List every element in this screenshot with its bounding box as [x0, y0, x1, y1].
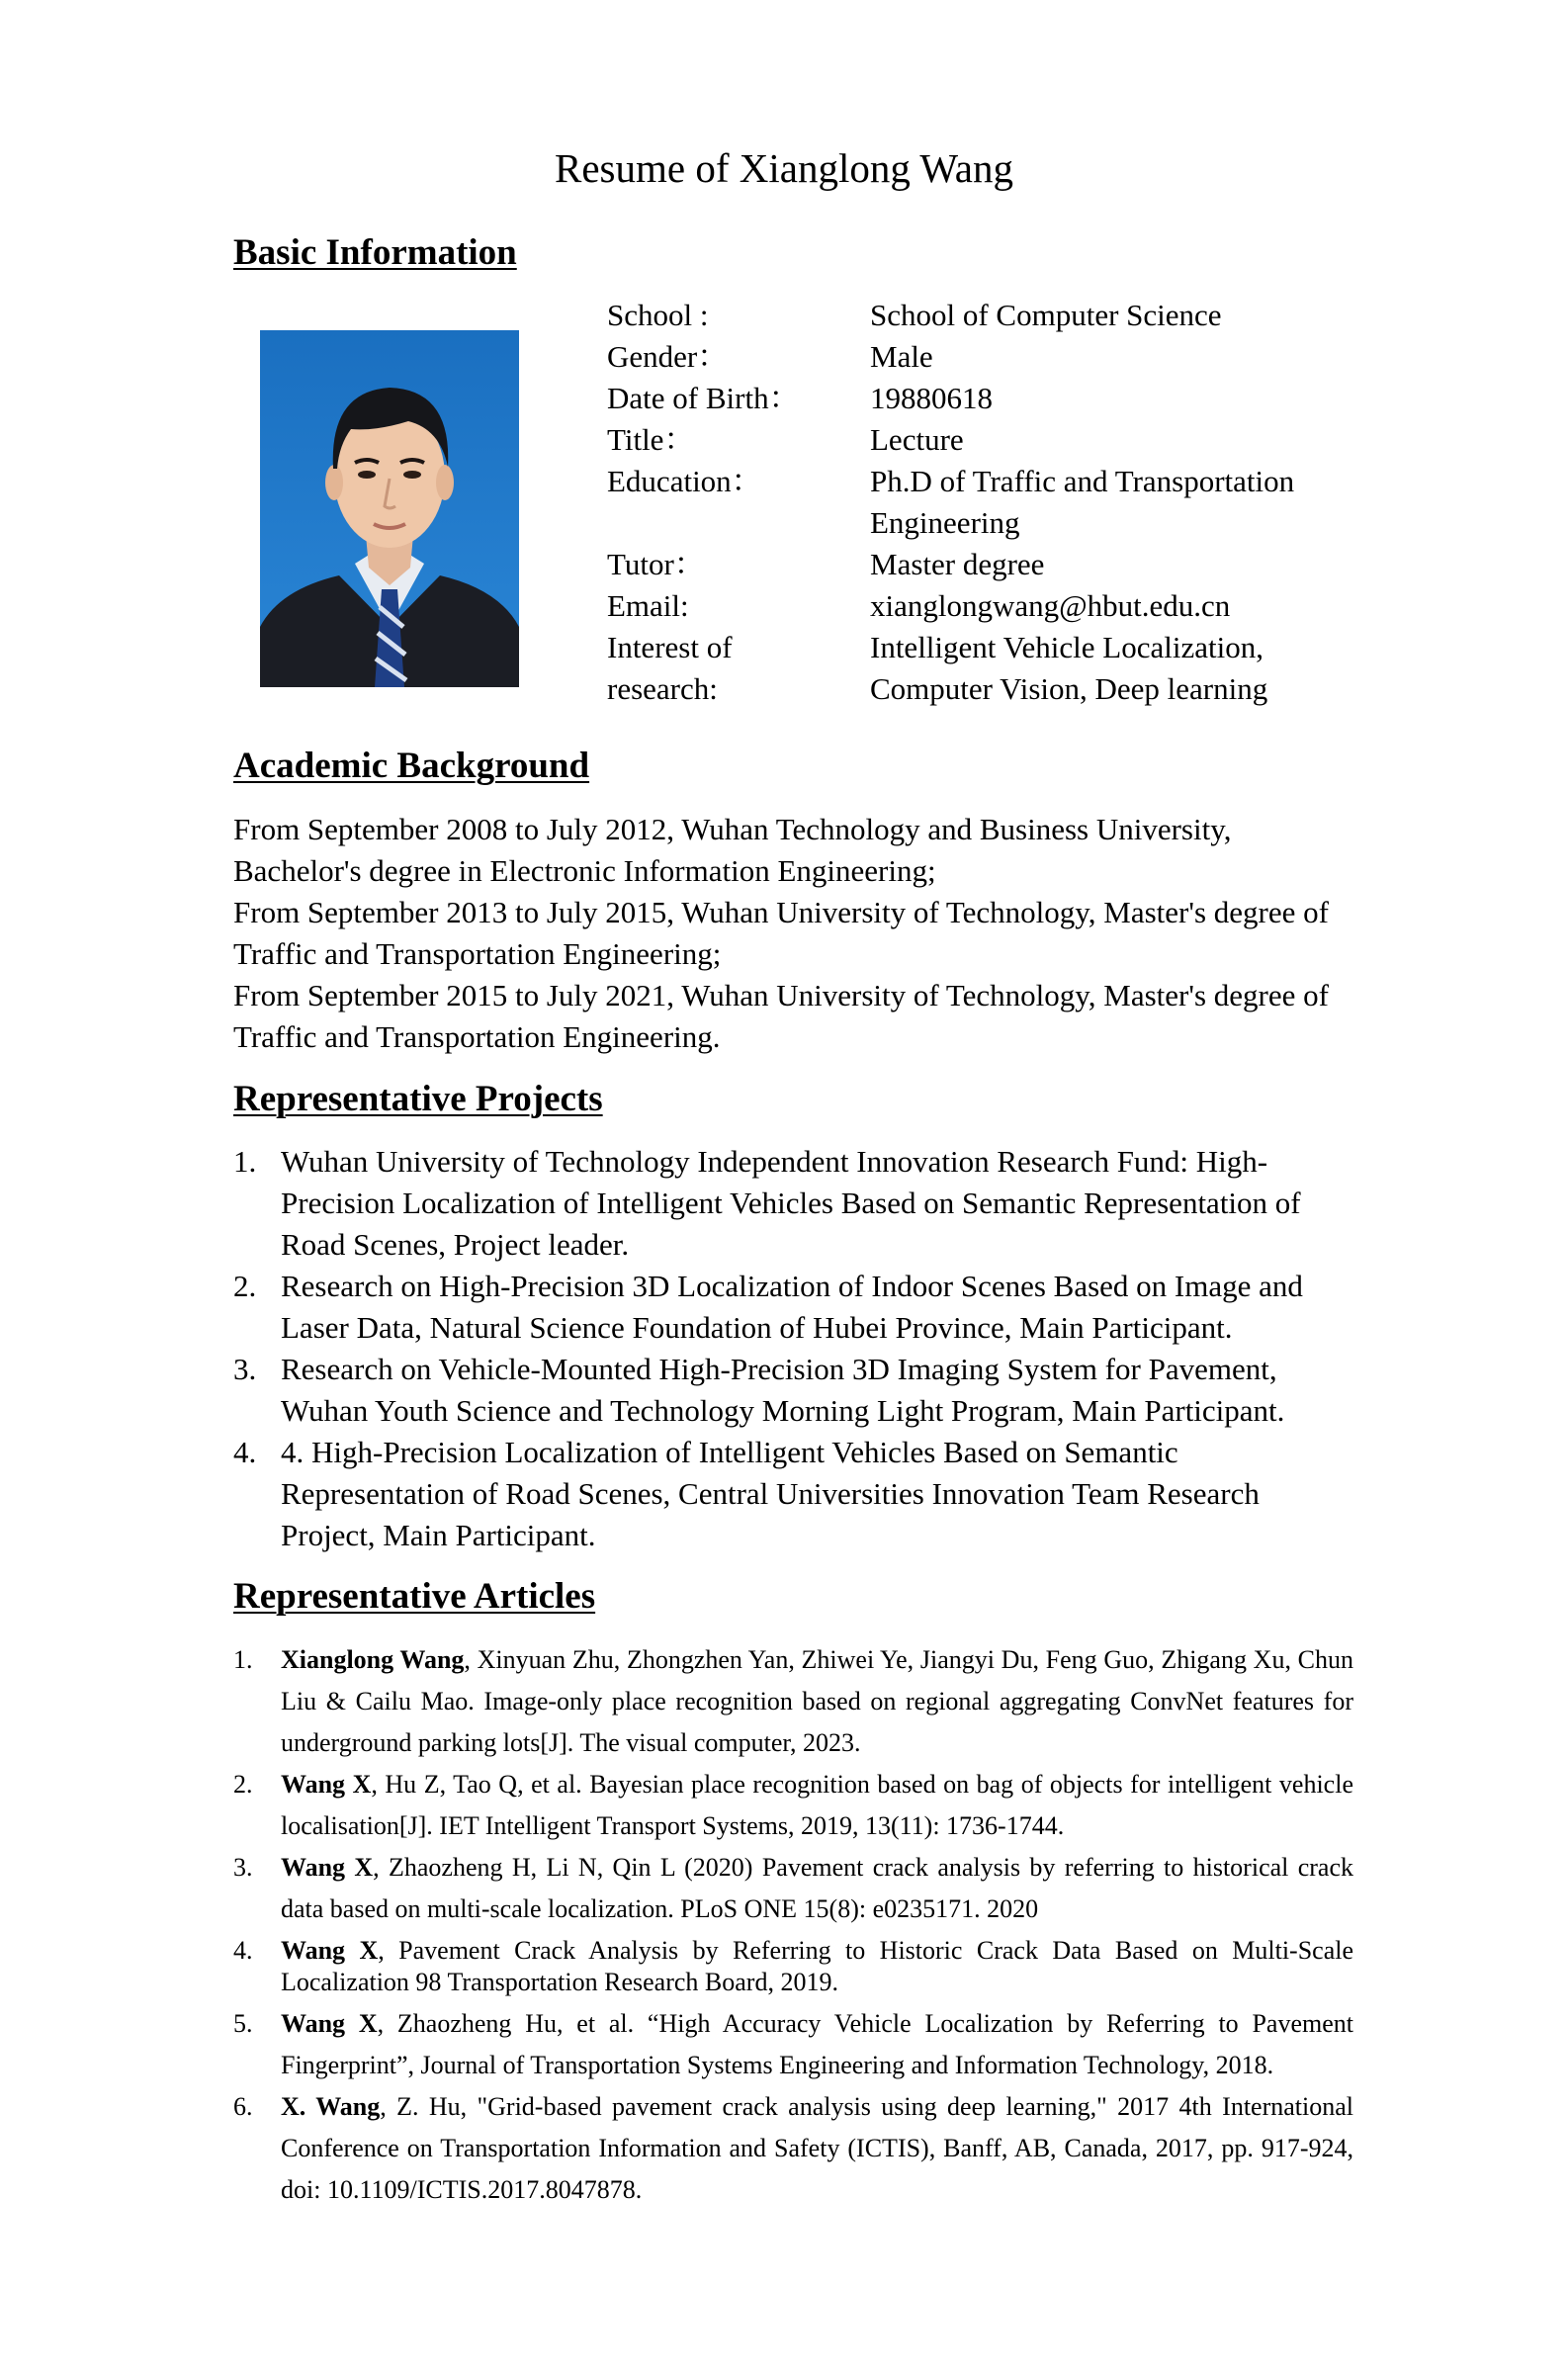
info-value: Master degree	[870, 547, 1045, 581]
info-row-school	[607, 295, 1398, 336]
email-link[interactable]: xianglongwang@hbut.edu.cn	[870, 588, 1231, 623]
article-text	[281, 1639, 1353, 1764]
info-row-gender	[607, 336, 1398, 378]
list-number: 3.	[233, 1352, 257, 1386]
info-row-email	[607, 585, 1398, 627]
list-item	[233, 1349, 1370, 1432]
info-value: School of Computer Science	[870, 298, 1222, 332]
info-value: Lecture	[870, 422, 964, 457]
articles-list	[233, 1639, 1370, 2211]
article-author: Wang X	[281, 1770, 372, 1799]
article-text	[281, 2086, 1353, 2211]
list-item	[233, 1935, 1370, 1998]
info-label: Title：	[607, 422, 695, 457]
article-citation: , Zhaozheng Hu, et al. “High Accuracy Vehicle Localization by Referring to Pavement Fingerprint”, Journal of Transportation Systems Engineering and Information Technology, 2018.	[281, 2009, 1353, 2079]
academic-entry: From September 2008 to July 2012, Wuhan Technology and Business University, Bachelor's degree in Electronic Information Engineering;	[233, 812, 1232, 888]
info-row-tutor	[607, 544, 1398, 585]
project-text: 4. High-Precision Localization of Intelligent Vehicles Based on Semantic Representation of Road Scenes, Central Universities Innovation Team Research Project, Main Participant.	[281, 1435, 1260, 1552]
academic-entry: From September 2013 to July 2015, Wuhan University of Technology, Master's degree of Traffic and Transportation Engineering;	[233, 895, 1329, 971]
info-label: Gender：	[607, 339, 729, 374]
list-item	[233, 2003, 1370, 2086]
info-value: Ph.D of Traffic and Transportation Engineering	[870, 464, 1295, 540]
project-text: Research on Vehicle-Mounted High-Precision 3D Imaging System for Pavement, Wuhan Youth Science and Technology Morning Light Program, Main Participant.	[281, 1352, 1285, 1428]
section-heading-academic-background: Academic Background	[233, 746, 590, 786]
academic-background-text	[233, 809, 1360, 1058]
profile-photo	[260, 330, 519, 687]
list-item	[233, 1141, 1370, 1266]
article-author: X. Wang	[281, 2092, 381, 2121]
info-label: School :	[607, 298, 709, 332]
article-author: Wang X	[281, 1853, 374, 1882]
section-heading-representative-projects: Representative Projects	[233, 1079, 603, 1119]
info-label: Tutor：	[607, 547, 705, 581]
list-number: 1.	[233, 1645, 253, 1674]
info-label: Interest of research:	[607, 630, 733, 706]
section-heading-representative-articles: Representative Articles	[233, 1576, 596, 1617]
list-number: 2.	[233, 1770, 253, 1799]
article-citation: , Xinyuan Zhu, Zhongzhen Yan, Zhiwei Ye, Jiangyi Du, Feng Guo, Zhigang Xu, Chun Liu & Cailu Mao. Image-only place recognition based on regional aggregating ConvNet features for underground parking lots[J]. The visual computer, 2023.	[281, 1645, 1353, 1757]
list-item	[233, 1639, 1370, 1764]
article-author: Xianglong Wang	[281, 1645, 465, 1674]
article-citation: , Zhaozheng H, Li N, Qin L (2020) Pavement crack analysis by referring to historical crack data based on multi-scale localization. PLoS ONE 15(8): e0235171. 2020	[281, 1853, 1353, 1923]
info-row-research-interest	[607, 627, 1398, 710]
list-number: 4.	[233, 1936, 253, 1965]
info-value: Male	[870, 339, 933, 374]
article-author: Wang X	[281, 1936, 379, 1965]
basic-info-table	[607, 295, 1398, 710]
article-citation: , Z. Hu, "Grid-based pavement crack analysis using deep learning," 2017 4th International Conference on Transportation Information and Safety (ICTIS), Banff, AB, Canada, 2017, pp. 917-924, doi: 10.1109/ICTIS.2017.8047878.	[281, 2092, 1353, 2204]
academic-entry: From September 2015 to July 2021, Wuhan University of Technology, Master's degree of Traffic and Transportation Engineering.	[233, 978, 1329, 1054]
info-row-title	[607, 419, 1398, 461]
info-label: Education：	[607, 464, 762, 498]
info-value: Intelligent Vehicle Localization, Computer Vision, Deep learning	[870, 630, 1268, 706]
list-item	[233, 2086, 1370, 2211]
list-number: 6.	[233, 2092, 253, 2121]
article-text	[281, 1935, 1353, 1998]
projects-list	[233, 1141, 1370, 1556]
article-text	[281, 1764, 1353, 1847]
info-value: 19880618	[870, 381, 993, 415]
page-title: Resume of Xianglong Wang	[555, 145, 1013, 191]
info-row-education	[607, 461, 1398, 544]
list-item	[233, 1847, 1370, 1930]
article-text	[281, 2003, 1353, 2086]
list-number: 1.	[233, 1144, 257, 1179]
list-item	[233, 1266, 1370, 1349]
article-citation: , Pavement Crack Analysis by Referring to Historic Crack Data Based on Multi-Scale Localization 98 Transportation Research Board, 2019.	[281, 1936, 1353, 1996]
info-label: Date of Birth：	[607, 381, 800, 415]
list-number: 4.	[233, 1435, 257, 1469]
section-heading-basic-information: Basic Information	[233, 232, 517, 273]
article-citation: , Hu Z, Tao Q, et al. Bayesian place recognition based on bag of objects for intelligent vehicle localisation[J]. IET Intelligent Transport Systems, 2019, 13(11): 1736-1744.	[281, 1770, 1353, 1840]
list-number: 3.	[233, 1853, 253, 1882]
list-number: 5.	[233, 2009, 253, 2038]
list-number: 2.	[233, 1269, 257, 1303]
info-row-date-of-birth	[607, 378, 1398, 419]
list-item	[233, 1764, 1370, 1847]
list-item	[233, 1432, 1370, 1556]
article-text	[281, 1847, 1353, 1930]
project-text: Wuhan University of Technology Independent Innovation Research Fund: High-Precision Localization of Intelligent Vehicles Based on Semantic Representation of Road Scenes, Project leader.	[281, 1144, 1301, 1262]
project-text: Research on High-Precision 3D Localization of Indoor Scenes Based on Image and Laser Data, Natural Science Foundation of Hubei Province, Main Participant.	[281, 1269, 1303, 1345]
info-label: Email:	[607, 588, 689, 623]
article-author: Wang X	[281, 2009, 378, 2038]
